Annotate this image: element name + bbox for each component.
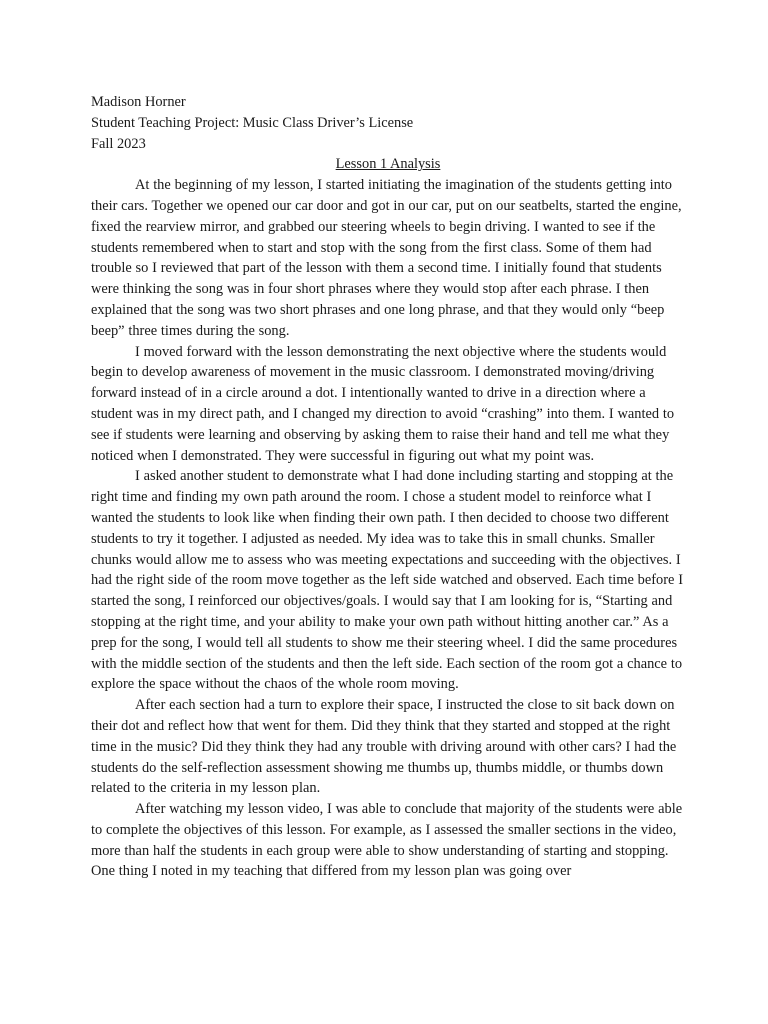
paragraph-3: I asked another student to demonstrate what I had done including starting and stopping at the right time and finding my own path around the room. I chose a student model to reinforce what I wanted the students to look like when finding their own path. I then decided to choose two different students to try it together. I adjusted as needed. My idea was to take this in small chunks. Smaller chunks would allow me to assess who was meeting expectations and succeeding with the objectives. I had the right side of the room move together as the left side watched and observed. Each time before I started the song, I reinforced our objectives/goals. I would say that I am looking for is, “Starting and stopping at the right time, and your ability to make your own path without hitting another car.” As a prep for the song, I would tell all students to show me their steering wheel. I did the same procedures with the middle section of the students and then the left side. Each section of the room got a chance to explore the space without the chaos of the whole room moving.: [91, 468, 684, 693]
document-title: Lesson 1 Analysis: [335, 156, 441, 173]
paragraph-5: After watching my lesson video, I was able to conclude that majority of the students were able to complete the objectives of this lesson. For example, as I assessed the smaller sections in the video, more than half the students in each group were able to show understanding of starting and stopping. One thing I noted in my teaching that differed from my lesson plan was going over: [91, 801, 683, 880]
document-page: [91, 92, 685, 882]
term: Fall 2023: [91, 135, 146, 152]
author-name: Madison Horner: [91, 94, 186, 110]
paragraph-4: After each section had a turn to explore their space, I instructed the close to sit back down on their dot and reflect how that went for them. Did they think that they started and stopped at the right time in the music? Did they think they had any trouble with driving around with other cars? I had the students do the self-reflection assessment showing me thumbs up, thumbs middle, or thumbs down related to the criteria in my lesson plan.: [91, 697, 677, 797]
paragraph-2: I moved forward with the lesson demonstrating the next objective where the students would begin to develop awareness of movement in the music classroom. I demonstrated moving/driving forward instead of in a circle around a dot. I intentionally wanted to drive in a direction where a student was in my direct path, and I changed my direction to avoid “crashing” into them. I wanted to see if students were learning and observing by asking them to raise their hand and tell me what they noticed when I demonstrated. They were successful in figuring out what my point was.: [91, 343, 675, 464]
project-title: Student Teaching Project: Music Class Driver’s License: [91, 114, 414, 131]
paragraph-1: At the beginning of my lesson, I started initiating the imagination of the students getting into their cars. Together we opened our car door and got in our car, put on our seatbelts, started the engine, fixed the rearview mirror, and grabbed our steering wheels to begin driving. I wanted to see if the students remembered when to start and stop with the song from the first class. Some of them had trouble so I reviewed that part of the lesson with them a second time. I initially found that students were thinking the song was in four short phrases where they would stop after each phrase. I then explained that the song was two short phrases and one long phrase, and that they would only “beep beep” three times during the song.: [91, 177, 682, 339]
